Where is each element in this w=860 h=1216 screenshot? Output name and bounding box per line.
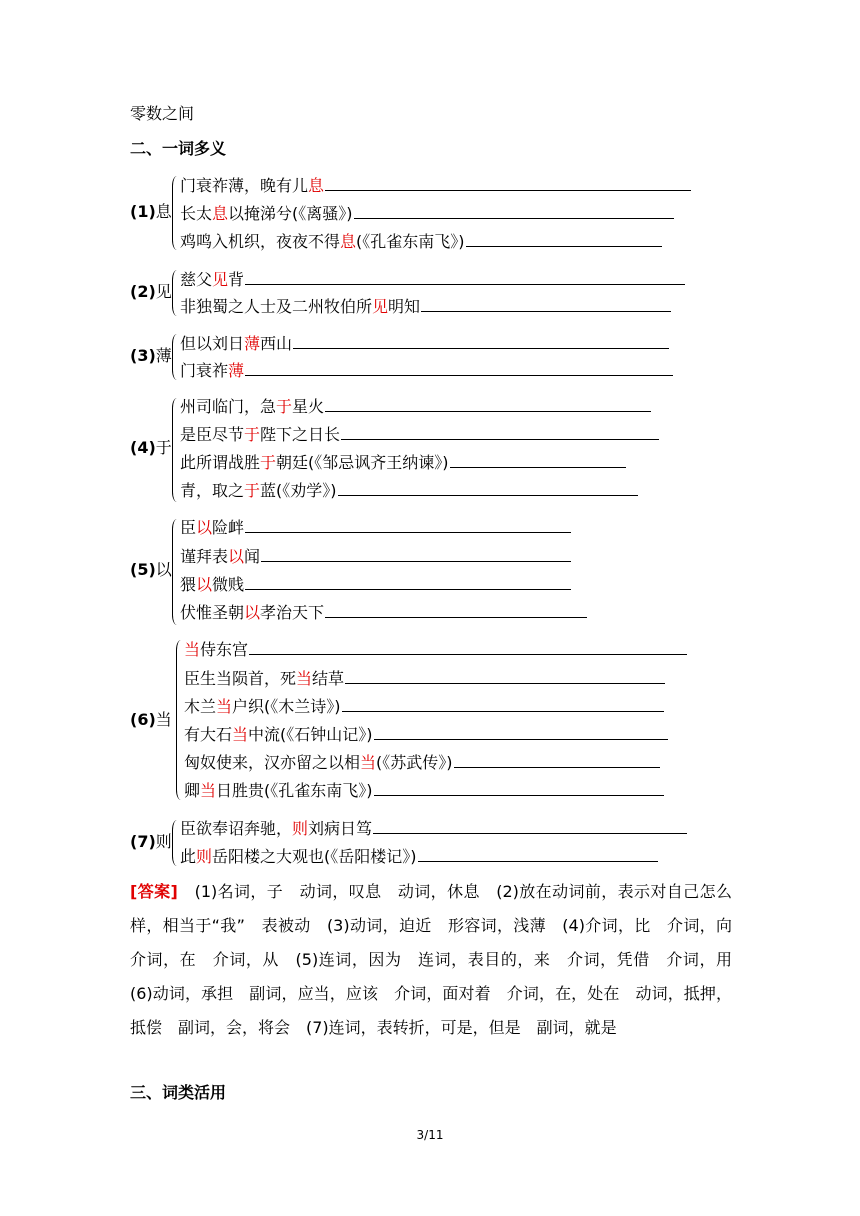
list-item: 猥以微贱 — [180, 575, 571, 595]
list-item: 有大石当中流(《石钟山记》) — [184, 725, 668, 745]
answer-blank[interactable] — [249, 640, 687, 655]
answer-blank[interactable] — [466, 232, 662, 247]
list-item: 木兰当户织(《木兰诗》) — [184, 697, 664, 717]
list-item: 匈奴使来，汉亦留之以相当(《苏武传》) — [184, 753, 660, 773]
list-item: 臣欲奉诏奔驰，则刘病日笃 — [180, 819, 687, 839]
list-item: 鸡鸣入机织，夜夜不得息(《孔雀东南飞》) — [180, 232, 662, 252]
answer-blank[interactable] — [345, 669, 665, 684]
answer-blank[interactable] — [342, 697, 664, 712]
brace-icon — [172, 820, 178, 866]
answer-blank[interactable] — [418, 847, 658, 862]
group-label: (3)薄 — [130, 346, 172, 365]
group-label: (2)见 — [130, 282, 172, 301]
answer-blank[interactable] — [374, 725, 668, 740]
list-item: 此所谓战胜于朝廷(《邹忌讽齐王纳谏》) — [180, 453, 626, 473]
answer-blank[interactable] — [373, 819, 687, 834]
answer-blank[interactable] — [374, 781, 664, 796]
answer-blank[interactable] — [245, 361, 673, 376]
list-item: 谨拜表以闻 — [180, 547, 571, 567]
answer-blank[interactable] — [341, 425, 659, 440]
list-item: 门衰祚薄，晚有儿息 — [180, 176, 691, 196]
section-title-polysemy: 二、一词多义 — [130, 139, 227, 158]
list-item: 慈父见背 — [180, 270, 685, 290]
answer-blank[interactable] — [245, 270, 685, 285]
list-item: 非独蜀之人士及二州牧伯所见明知 — [180, 297, 671, 317]
answer-blank[interactable] — [245, 575, 571, 590]
list-item: 长太息以掩涕兮(《离骚》) — [180, 204, 674, 224]
brace-icon — [172, 270, 178, 316]
list-item: 门衰祚薄 — [180, 361, 673, 381]
answer-blank[interactable] — [454, 753, 660, 768]
group-label: (7)则 — [130, 832, 172, 851]
answer-blank[interactable] — [261, 547, 571, 562]
list-item: 伏惟圣朝以孝治天下 — [180, 603, 587, 623]
answer-blank[interactable] — [325, 397, 651, 412]
brace-icon — [172, 334, 178, 380]
group-label: (5)以 — [130, 560, 172, 579]
answer-blank[interactable] — [421, 297, 671, 312]
page-number: 3/11 — [416, 1128, 444, 1142]
list-item: 卿当日胜贵(《孔雀东南飞》) — [184, 781, 664, 801]
list-item: 但以刘日薄西山 — [180, 334, 669, 354]
list-item: 臣生当陨首，死当结草 — [184, 669, 665, 689]
answer-blank[interactable] — [450, 453, 626, 468]
answer-blank[interactable] — [325, 603, 587, 618]
answer-paragraph — [130, 875, 749, 1045]
brace-icon — [172, 176, 178, 250]
group-label: (4)于 — [130, 438, 172, 457]
answer-blank[interactable] — [245, 518, 571, 533]
list-item: 是臣尽节于陛下之日长 — [180, 425, 659, 445]
list-item: 臣以险衅 — [180, 518, 571, 538]
brace-icon — [172, 398, 178, 502]
brace-icon — [172, 519, 178, 625]
section-title-word-class: 三、词类活用 — [130, 1083, 227, 1102]
list-item: 当侍东宫 — [184, 640, 687, 660]
list-item: 此则岳阳楼之大观也(《岳阳楼记》) — [180, 847, 658, 867]
header-text: 零数之间 — [130, 104, 195, 123]
group-label: (6)当 — [130, 710, 172, 729]
brace-icon — [176, 640, 182, 800]
answer-blank[interactable] — [293, 334, 669, 349]
answer-blank[interactable] — [338, 481, 638, 496]
answer-text: (1)名词，子 动词，叹息 动词，休息 (2)放在动词前，表示对自己怎么样，相当于“我” 表被动 (3)动词，迫近 形容词，浅薄 (4)介词，比 介词，向 介词，在 介词，从 (5)连词，因为 连词，表目的，来 介词，凭借 介词，用 (6)动词，承担 副词，应当，应该 介词，面对着 介词，在，处在 动词，抵押，抵偿 副词，会，将会 (7)连词，表转折，可是，但是 副词，就是 — [130, 882, 749, 1037]
answer-label: [答案] — [130, 882, 178, 901]
answer-blank[interactable] — [354, 204, 674, 219]
group-label: (1)息 — [130, 202, 172, 221]
list-item: 青，取之于蓝(《劝学》) — [180, 481, 638, 501]
list-item: 州司临门，急于星火 — [180, 397, 651, 417]
answer-blank[interactable] — [325, 176, 691, 191]
